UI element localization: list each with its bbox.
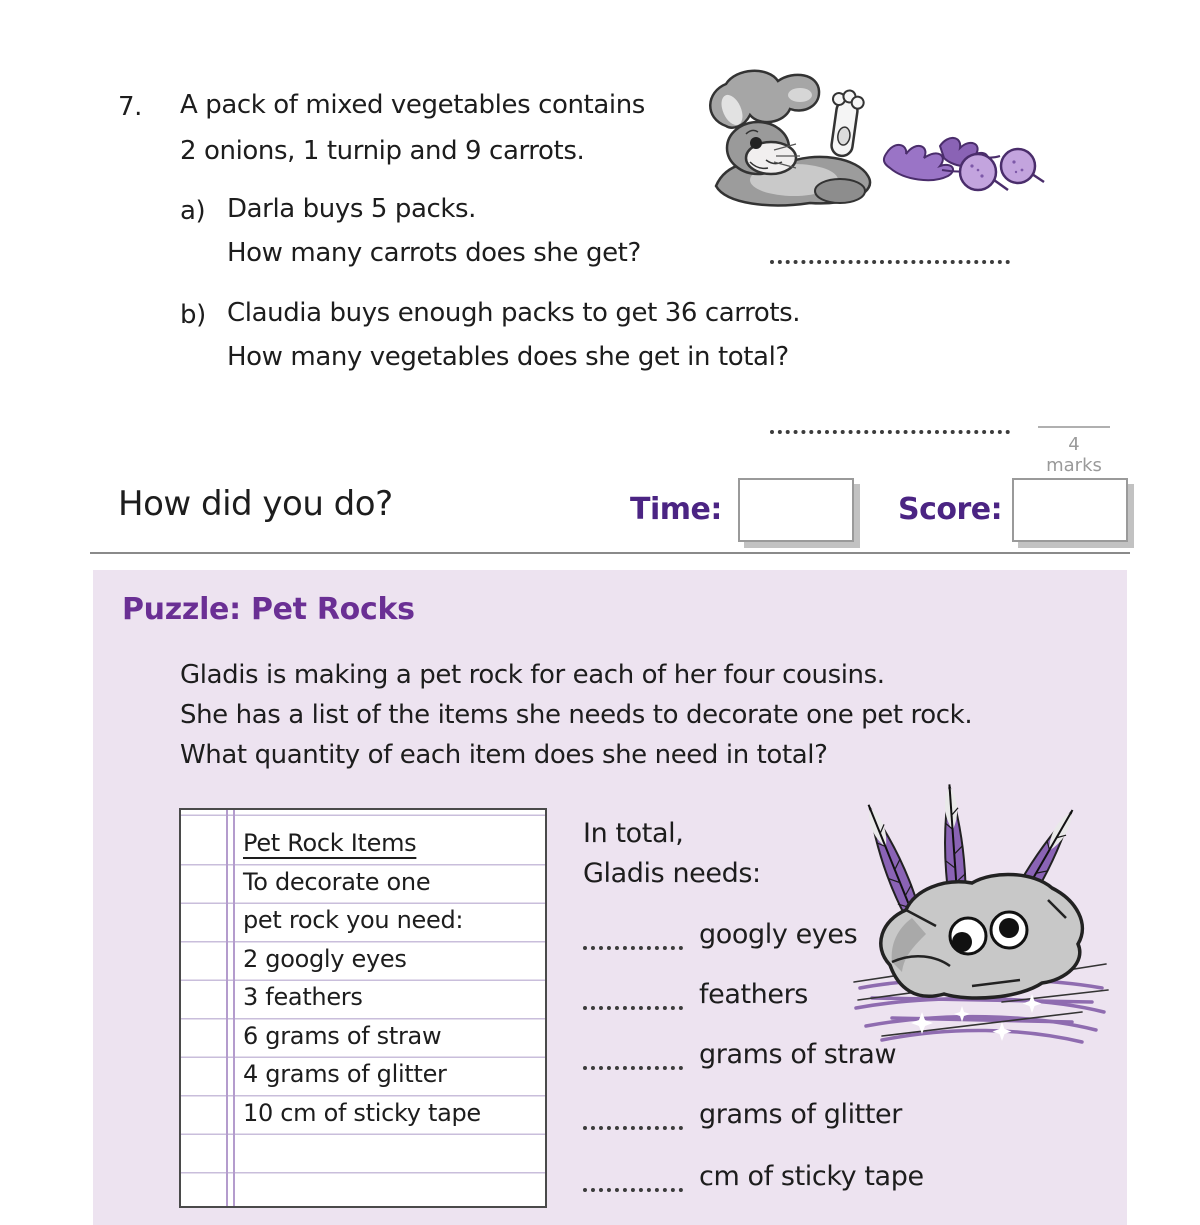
- notepad-margin-line: [226, 810, 228, 1206]
- answer-row: [583, 1036, 896, 1070]
- notepad-line: 6 grams of straw: [243, 1021, 442, 1050]
- score-box[interactable]: [1012, 478, 1128, 542]
- notepad-margin-line: [233, 810, 235, 1206]
- puzzle-intro-line2: She has a list of the items she needs to decorate one pet rock.: [180, 700, 973, 730]
- rabbit-illustration: [688, 64, 884, 214]
- answer-blank-glitter[interactable]: [583, 1096, 683, 1130]
- answer-blank-tape[interactable]: [583, 1158, 683, 1192]
- answer-blank-straw[interactable]: [583, 1036, 683, 1070]
- question-number: 7.: [118, 92, 143, 122]
- question-intro-line2: 2 onions, 1 turnip and 9 carrots.: [180, 136, 585, 166]
- answers-intro-line2: Gladis needs:: [583, 858, 761, 889]
- part-b-line2: How many vegetables does she get in total?: [227, 342, 789, 372]
- notepad-heading: Pet Rock Items: [243, 829, 417, 857]
- answers-intro-line1: In total,: [583, 818, 684, 849]
- part-b-line1: Claudia buys enough packs to get 36 carrots.: [227, 298, 801, 328]
- part-a-line2: How many carrots does she get?: [227, 238, 641, 268]
- notepad-line: 3 feathers: [243, 983, 363, 1011]
- answer-item-label: feathers: [699, 979, 808, 1010]
- answer-item-label: grams of glitter: [699, 1099, 902, 1130]
- puzzle-intro-line1: Gladis is making a pet rock for each of her four cousins.: [180, 660, 885, 690]
- time-label: Time:: [630, 492, 722, 527]
- time-box[interactable]: [738, 478, 854, 542]
- notepad-line: 10 cm of sticky tape: [243, 1098, 481, 1127]
- notepad-text: [243, 824, 481, 1132]
- notepad-line: 4 grams of glitter: [243, 1060, 447, 1088]
- answer-row: [583, 916, 857, 950]
- pet-rock-notepad: [179, 808, 547, 1208]
- answer-item-label: grams of straw: [699, 1039, 897, 1070]
- notepad-line: 2 googly eyes: [243, 944, 407, 973]
- part-b-label: b): [180, 300, 206, 330]
- pet-rock-illustration: [852, 750, 1110, 1050]
- answer-blank-feathers[interactable]: [583, 976, 683, 1010]
- notepad-line: pet rock you need:: [243, 906, 464, 934]
- answer-item-label: cm of sticky tape: [699, 1161, 924, 1192]
- answer-item-label: googly eyes: [699, 919, 858, 950]
- how-did-you-do-prompt: How did you do?: [118, 484, 393, 524]
- answer-row: [583, 1158, 924, 1192]
- answer-line-b[interactable]: [770, 404, 1010, 434]
- score-label: Score:: [898, 492, 1003, 527]
- puzzle-title: Puzzle: Pet Rocks: [122, 592, 415, 627]
- answer-row: [583, 976, 808, 1010]
- question-intro-line1: A pack of mixed vegetables contains: [180, 90, 645, 120]
- marks-label: 4 marks: [1046, 434, 1102, 476]
- marks-line: [1038, 426, 1110, 428]
- part-a-label: a): [180, 196, 206, 226]
- part-a-line1: Darla buys 5 packs.: [227, 194, 477, 224]
- answer-line-a[interactable]: [770, 234, 1010, 264]
- section-divider: [90, 552, 1130, 554]
- answer-row: [583, 1096, 902, 1130]
- turnips-illustration: [882, 120, 1048, 202]
- puzzle-intro-line3: What quantity of each item does she need in total?: [180, 740, 828, 770]
- notepad-line: To decorate one: [243, 867, 431, 896]
- answer-blank-googly-eyes[interactable]: [583, 916, 683, 950]
